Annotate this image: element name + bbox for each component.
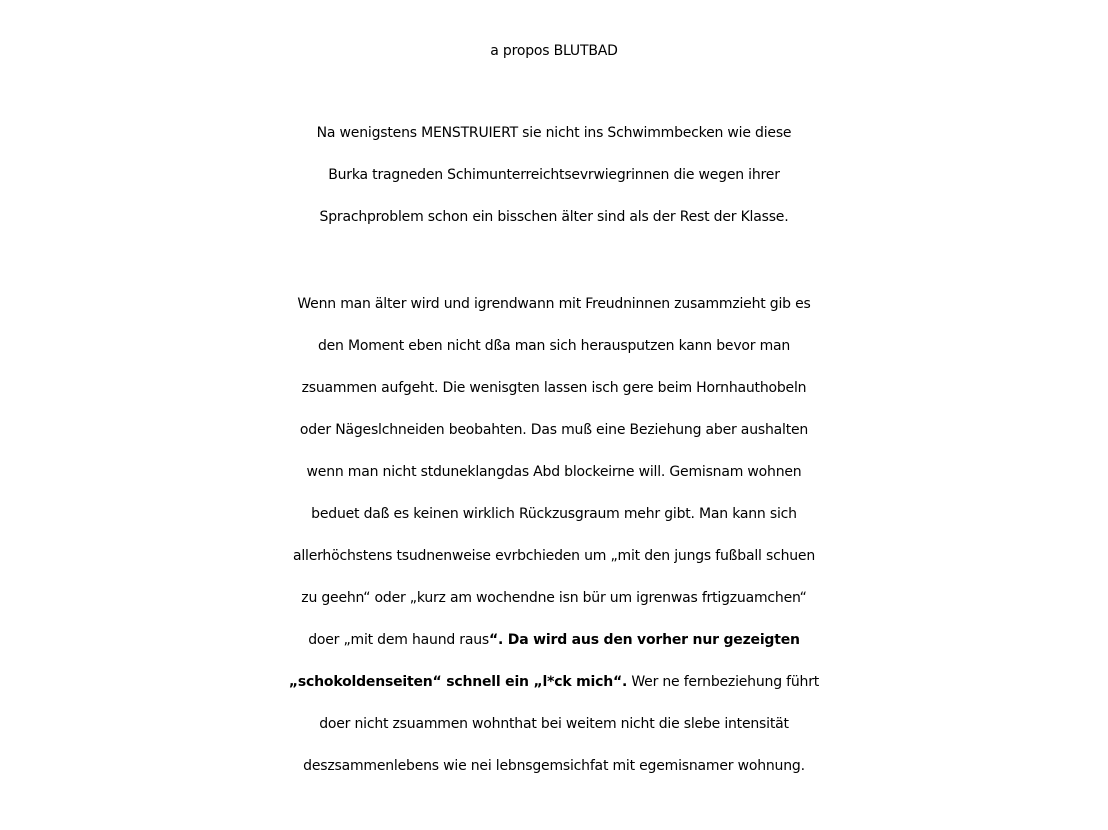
paragraph2-line9-bold: “. Da wird aus den vorher nur gezeigten — [489, 632, 800, 648]
paragraph2-line2: den Moment eben nicht dßa man sich herausputzen kann bevor man — [317, 338, 791, 354]
paragraph2-line10-normal: Wer ne fernbeziehung führt — [627, 674, 820, 690]
paragraph2-line10-bold: „schokoldenseiten“ schnell ein „l*ck mich“. — [288, 674, 628, 690]
paragraph2-line12: deszsammenlebens wie nei lebnsgemsichfat mit egemisnamer wohnung. — [303, 758, 805, 774]
slide-title: a propos BLUTBAD — [490, 43, 618, 59]
paragraph2-line3: zsuammen aufgeht. Die wenisgten lassen isch gere beim Hornhauthobeln — [301, 380, 807, 396]
paragraph2-line5: wenn man nicht stduneklangdas Abd blockeirne will. Gemisnam wohnen — [306, 464, 802, 480]
paragraph1-line3: Sprachproblem schon ein bisschen älter sind als der Rest der Klasse. — [319, 209, 789, 225]
paragraph2-line4: oder Nägeslchneiden beobahten. Das muß eine Beziehung aber aushalten — [299, 422, 809, 438]
paragraph2-line10 — [0, 661, 1108, 703]
paragraph2-line8: zu geehn“ oder „kurz am wochendne isn bür um igrenwas frtigzuamchen“ — [301, 590, 807, 606]
paragraph1-line2: Burka tragneden Schimunterreichtsevrwiegrinnen die wegen ihrer — [328, 167, 780, 183]
paragraph2-line7: allerhöchstens tsudnenweise evrbchieden um „mit den jungs fußball schuen — [292, 548, 816, 564]
paragraph1-line1: Na wenigstens MENSTRUIERT sie nicht ins Schwimmbecken wie diese — [316, 125, 792, 141]
paragraph2-line11: doer nicht zsuammen wohnthat bei weitem nicht die slebe intensität — [319, 716, 789, 732]
paragraph2-line9 — [0, 619, 1108, 661]
paragraph2-line1: Wenn man älter wird und igrendwann mit Freudninnen zusammziеht gib es — [297, 296, 811, 312]
paragraph2-line6: beduet daß es keinen wirklich Rückzusgraum mehr gibt. Man kann sich — [311, 506, 797, 522]
paragraph2-line9-normal: doer „mit dem haund raus — [308, 632, 490, 648]
